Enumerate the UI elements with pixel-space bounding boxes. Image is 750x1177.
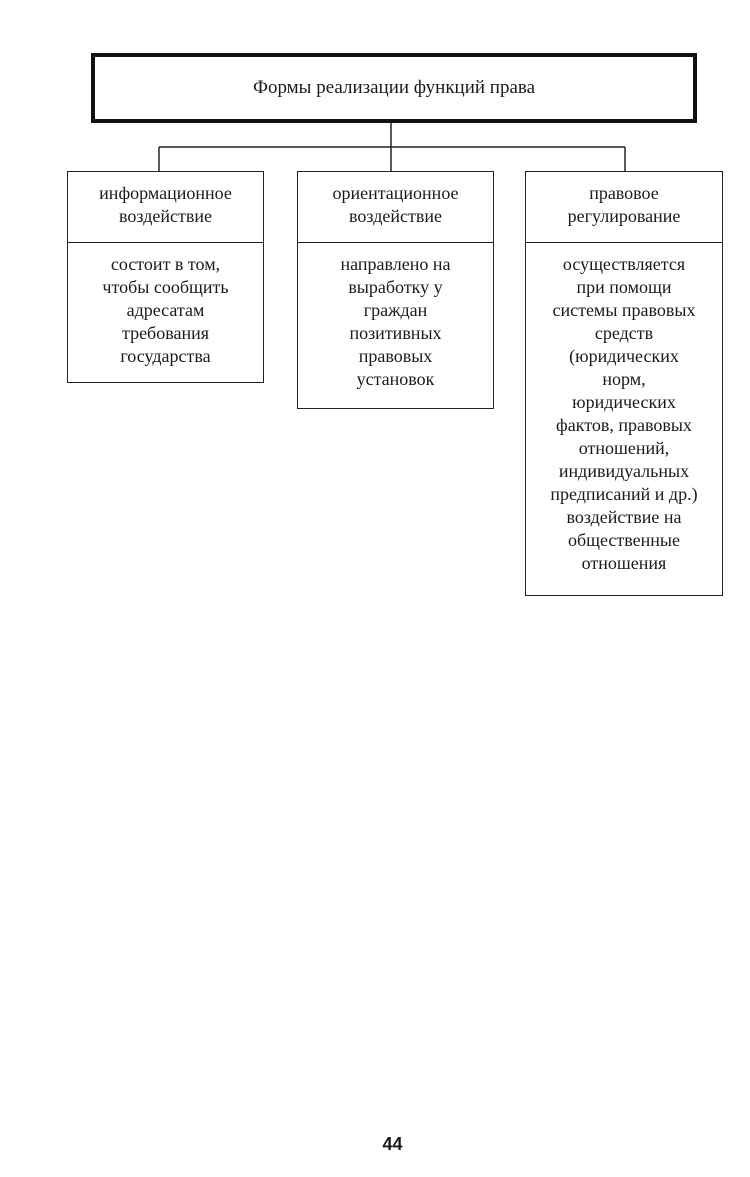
column-description: направлено на выработку у граждан позитивных правовых установок [340,254,451,389]
column-informational-influence [67,171,264,383]
column-description: осуществляется при помощи системы правовых средств (юридических норм, юридических фактов, правовых отношений, индивидуальных предписаний и др.) воздействие на общественные отношения [550,254,698,573]
column-description: состоит в том, чтобы сообщить адресатам требования государства [102,254,229,366]
column-heading: ориентационное воздействие [298,172,493,243]
page-number: 44 [382,1134,403,1154]
column-orientational-influence [297,171,494,409]
column-heading: правовое регулирование [526,172,722,243]
diagram-title: Формы реализации функций права [252,77,536,98]
column-heading: информационное воздействие [68,172,263,243]
diagram-title-box [91,53,697,123]
column-legal-regulation [525,171,723,596]
